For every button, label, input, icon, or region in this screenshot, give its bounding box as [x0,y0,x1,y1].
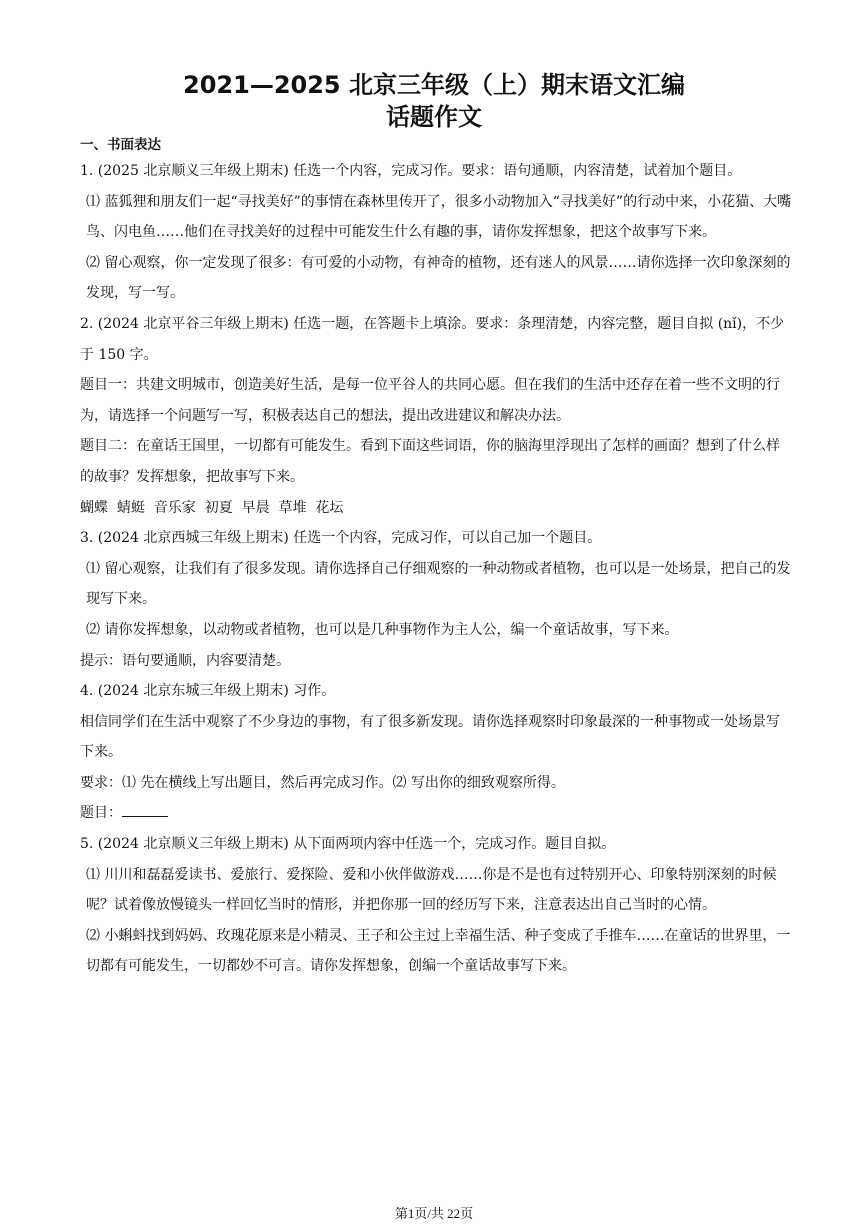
question-5-option-2: ⑵ 小蝌蚪找到妈妈、玫瑰花原来是小精灵、王子和公主过上幸福生活、种子变成了手推车……在童话的世界里，一切都有可能发生，一切都妙不可言。请你发挥想象，创编一个童话故事写下来。 [86,927,791,975]
document-subtitle: 话题作文 [386,103,482,131]
document-title: 2021—2025 北京三年级（上）期末语文汇编 [183,71,685,99]
question-1: 1. (2025 北京顺义三年级上期末) 任选一个内容，完成习作。要求：语句通顺，内容清楚，试着加个题目。 [80,163,742,179]
question-4-title-line [80,798,792,829]
question-3-tip: 提示：语句要通顺，内容要清楚。 [80,652,290,669]
question-2-word-list: 蝴蝶 蜻蜓 音乐家 初夏 早晨 草堆 花坛 [80,499,344,516]
question-3-option-2: ⑵ 请你发挥想象，以动物或者植物，也可以是几种事物作为主人公，编一个童话故事，写下来。 [86,621,679,638]
question-4-prompt: 相信同学们在生活中观察了不少身边的事物，有了很多新发现。请你选择观察时印象最深的一种事物或一处场景写下来。 [80,713,780,761]
question-2-topic-2: 题目二：在童话王国里，一切都有可能发生。看到下面这些词语，你的脑海里浮现出了怎样的画面？想到了什么样的故事？发挥想象，把故事写下来。 [80,438,780,485]
question-5: 5. (2024 北京顺义三年级上期末) 从下面两项内容中任选一个，完成习作。题目自拟。 [80,836,616,853]
question-1-option-1: ⑴ 蓝狐狸和朋友们一起“寻找美好”的事情在森林里传开了，很多小动物加入“寻找美好”的行动中来，小花猫、大嘴鸟、闪电鱼……他们在寻找美好的过程中可能发生什么有趣的事，请你发挥想象，把这个故事写下来。 [86,193,792,241]
question-5-option-1: ⑴ 川川和磊磊爱读书、爱旅行、爱探险、爱和小伙伴做游戏……你是不是也有过特别开心、印象特别深刻的时候呢？试着像放慢镜头一样回忆当时的情形，并把你那一回的经历写下来，注意表达出自己当时的心情。 [86,866,777,914]
title-blank-line [122,802,168,817]
page-footer: 第1页/共 22页 [394,1206,474,1221]
section-heading: 一、书面表达 [80,137,161,153]
question-3-option-1: ⑴ 留心观察，让我们有了很多发现。请你选择自己仔细观察的一种动物或者植物，也可以是一处场景，把自己的发现写下来。 [86,560,791,608]
question-4-requirements: 要求：⑴ 先在横线上写出题目，然后再完成习作。⑵ 写出你的细致观察所得。 [80,774,565,791]
document-body [80,136,792,982]
question-2-topic-1: 题目一：共建文明城市，创造美好生活，是每一位平谷人的共同心愿。但在我们的生活中还存在着一些不文明的行为，请选择一个问题写一写，积极表达自己的想法，提出改进建议和解决办法。 [80,377,780,424]
question-2: 2. (2024 北京平谷三年级上期末) 任选一题，在答题卡上填涂。要求：条理清楚，内容完整，题目自拟 (nǐ)，不少于 150 字。 [80,315,785,363]
question-4: 4. (2024 北京东城三年级上期末) 习作。 [80,683,336,700]
title-label: 题目： [80,805,122,822]
question-3: 3. (2024 北京西城三年级上期末) 任选一个内容，完成习作，可以自己加一个题目。 [80,530,602,547]
question-1-option-2: ⑵ 留心观察，你一定发现了很多：有可爱的小动物，有神奇的植物，还有迷人的风景……请你选择一次印象深刻的发现，写一写。 [86,254,791,302]
